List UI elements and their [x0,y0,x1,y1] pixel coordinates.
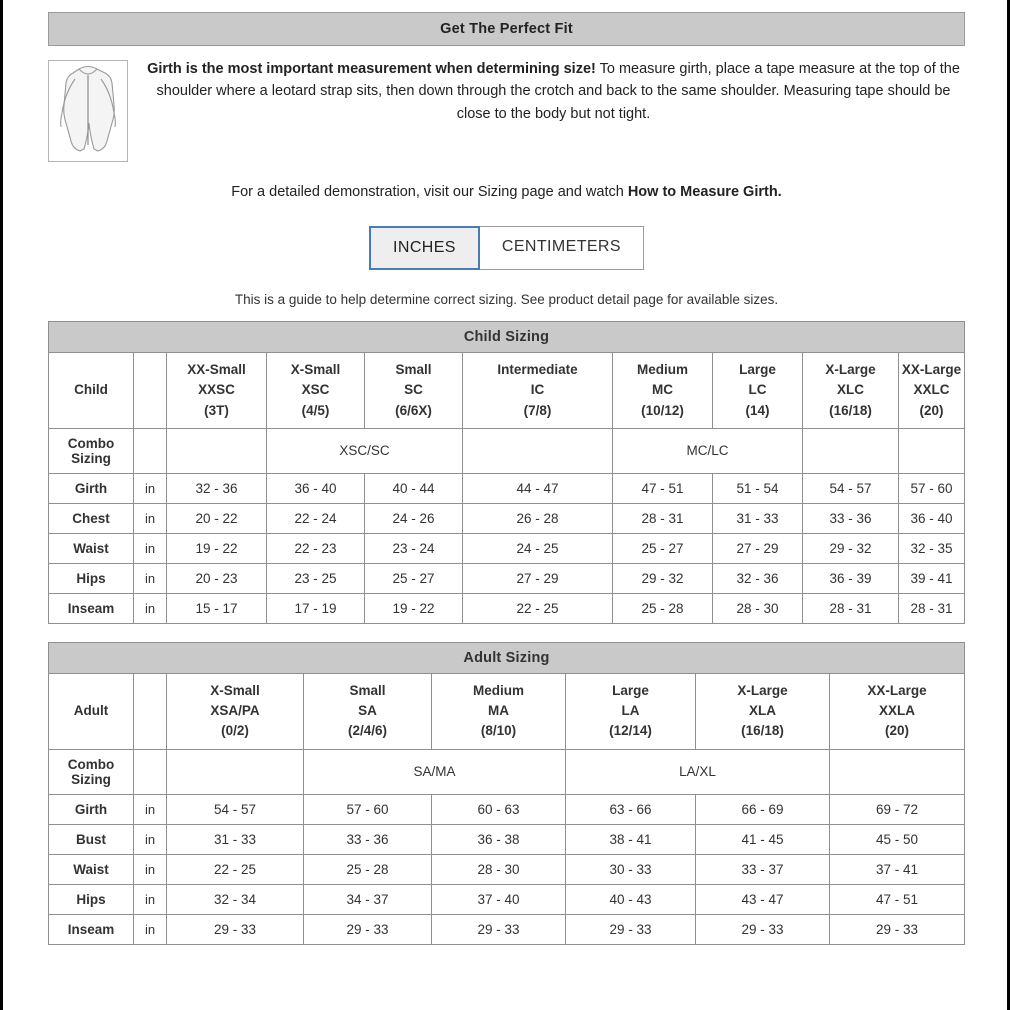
adult-col-1-l1: Small [349,682,386,698]
child-row-0-v0: 32 - 36 [167,473,267,503]
child-col-4-l1: Medium [636,362,688,377]
adult-combo-2: LA/XL [566,749,830,794]
child-sizing-table [48,321,965,624]
leotard-icon [49,61,127,161]
adult-col-3-l3: (12/14) [609,723,652,739]
child-col-2 [365,353,463,429]
adult-row-0-v5: 69 - 72 [830,794,965,824]
child-row-2-v2: 23 - 24 [365,533,463,563]
child-combo-label-l2: Sizing [71,450,111,466]
child-col-0 [167,353,267,429]
child-row-3-unit: in [134,563,167,593]
child-row-0-v7: 57 - 60 [899,473,965,503]
adult-col-3 [566,673,696,749]
child-sizing-section [48,321,965,624]
child-combo-empty-2 [803,428,899,473]
child-col-1-l1: X-Small [290,362,341,377]
child-row-4-v6: 28 - 31 [803,593,899,623]
child-row-0-unit: in [134,473,167,503]
adult-row-2-v0: 22 - 25 [167,854,304,884]
adult-col-0-l2: XSA/PA [210,703,260,718]
table-row [49,593,965,623]
adult-row-1-v4: 41 - 45 [696,824,830,854]
child-col-7-l2: XXLC [913,382,950,398]
table-row [49,473,965,503]
perfect-fit-description-bold: Girth is the most important measurement when determining size! [147,61,596,77]
adult-row-3-v2: 37 - 40 [432,884,566,914]
child-col-5-l3: (14) [745,402,770,418]
child-row-3-v1: 23 - 25 [267,563,365,593]
child-combo-label [49,428,134,473]
child-header-row [49,353,965,429]
child-row-4-label: Inseam [49,593,134,623]
adult-row-1-v0: 31 - 33 [167,824,304,854]
adult-col-2 [432,673,566,749]
child-row-1-v5: 31 - 33 [713,503,803,533]
table-row [49,824,965,854]
adult-col-5-l3: (20) [884,723,909,739]
adult-row-4-v3: 29 - 33 [566,914,696,944]
child-col-5-l1: Large [739,362,776,377]
table-row [49,914,965,944]
unit-inches-button[interactable]: INCHES [369,226,480,270]
child-row-0-v3: 44 - 47 [463,473,613,503]
adult-row-4-v5: 29 - 33 [830,914,965,944]
child-row-1-v4: 28 - 31 [613,503,713,533]
adult-row-1-v5: 45 - 50 [830,824,965,854]
adult-col-1-l2: SA [358,703,377,718]
child-col-3-l1: Intermediate [497,362,578,377]
child-row-2-label: Waist [49,533,134,563]
adult-col-5-l2: XXLA [878,703,915,718]
adult-combo-label-l2: Sizing [71,771,111,787]
leotard-figure [48,60,128,162]
child-row-4-v2: 19 - 22 [365,593,463,623]
adult-combo-row [49,749,965,794]
child-combo-row [49,428,965,473]
child-row-0-v5: 51 - 54 [713,473,803,503]
child-row-0-v6: 54 - 57 [803,473,899,503]
child-row-2-v0: 19 - 22 [167,533,267,563]
child-col-1-l2: XSC [301,382,330,398]
child-row-1-unit: in [134,503,167,533]
child-col-7-l3: (20) [919,402,944,418]
child-combo-empty-0 [167,428,267,473]
child-col-1-l3: (4/5) [301,402,330,418]
adult-col-1 [304,673,432,749]
child-col-4-l2: MC [652,382,673,398]
child-col-6-l2: XLC [837,382,864,398]
child-row-4-v0: 15 - 17 [167,593,267,623]
child-row-1-v3: 26 - 28 [463,503,613,533]
adult-row-4-v0: 29 - 33 [167,914,304,944]
adult-row-4-v2: 29 - 33 [432,914,566,944]
adult-unit-header [134,673,167,749]
adult-row-1-v1: 33 - 36 [304,824,432,854]
adult-row-3-v0: 32 - 34 [167,884,304,914]
adult-col-0 [167,673,304,749]
adult-row-0-v2: 60 - 63 [432,794,566,824]
child-row-1-v2: 24 - 26 [365,503,463,533]
child-row-2-v5: 27 - 29 [713,533,803,563]
child-col-1 [267,353,365,429]
adult-row-0-unit: in [134,794,167,824]
table-row [49,533,965,563]
child-row-1-v6: 33 - 36 [803,503,899,533]
unit-toggle-group[interactable] [48,226,965,270]
table-row [49,503,965,533]
adult-col-5-l1: XX-Large [867,682,927,698]
child-combo-2: MC/LC [613,428,803,473]
child-row-0-label: Girth [49,473,134,503]
adult-row-0-v1: 57 - 60 [304,794,432,824]
perfect-fit-subnote-link[interactable]: How to Measure Girth. [627,184,782,200]
child-combo-1: XSC/SC [267,428,463,473]
adult-row-3-v3: 40 - 43 [566,884,696,914]
child-row-2-v4: 25 - 27 [613,533,713,563]
child-col-2-l1: Small [395,362,432,377]
adult-col-0-l1: X-Small [210,682,260,698]
adult-row-2-unit: in [134,854,167,884]
adult-row-1-unit: in [134,824,167,854]
perfect-fit-description-rest: To measure girth, place a tape measure at the top of the shoulder where a leotard strap sits, then down through the crotch and back to the same shoulder. Measuring tape should be close to the body but not tight. [156,61,960,122]
adult-row-1-label: Bust [49,824,134,854]
child-row-1-v1: 22 - 24 [267,503,365,533]
perfect-fit-subnote-pre: For a detailed demonstration, visit our Sizing page and watch [231,184,628,200]
child-row-3-v3: 27 - 29 [463,563,613,593]
child-col-0-l2: XXSC [198,382,235,398]
adult-row-1-v2: 36 - 38 [432,824,566,854]
adult-row-4-v1: 29 - 33 [304,914,432,944]
adult-sizing-title: Adult Sizing [49,642,965,673]
adult-col-1-l3: (2/4/6) [347,723,388,739]
adult-row-2-v2: 28 - 30 [432,854,566,884]
adult-sizing-section [48,642,965,945]
adult-row-3-label: Hips [49,884,134,914]
child-row-0-v2: 40 - 44 [365,473,463,503]
child-row-2-v3: 24 - 25 [463,533,613,563]
child-col-2-l2: SC [404,382,423,398]
child-row-4-v7: 28 - 31 [899,593,965,623]
adult-col-2-l3: (8/10) [480,723,517,739]
adult-row-2-v1: 25 - 28 [304,854,432,884]
adult-col-0-l3: (0/2) [221,723,249,739]
adult-row-0-label: Girth [49,794,134,824]
adult-combo-empty-0 [167,749,304,794]
child-col-5 [713,353,803,429]
child-row-4-v4: 25 - 28 [613,593,713,623]
child-row-3-label: Hips [49,563,134,593]
child-row-4-v3: 22 - 25 [463,593,613,623]
adult-row-3-v1: 34 - 37 [304,884,432,914]
child-combo-unit [134,428,167,473]
table-row [49,563,965,593]
adult-row-4-label: Inseam [49,914,134,944]
child-row-4-v5: 28 - 30 [713,593,803,623]
child-col-0-l1: XX-Small [187,362,246,377]
table-row [49,884,965,914]
adult-combo-empty-1 [830,749,965,794]
child-row-3-v6: 36 - 39 [803,563,899,593]
adult-combo-label-l1: Combo [67,756,115,772]
adult-row-2-v4: 33 - 37 [696,854,830,884]
adult-row-3-v4: 43 - 47 [696,884,830,914]
perfect-fit-description [142,58,965,125]
adult-header-row [49,673,965,749]
child-combo-empty-3 [899,428,965,473]
adult-row-0-v3: 63 - 66 [566,794,696,824]
child-row-3-v7: 39 - 41 [899,563,965,593]
adult-col-4-l1: X-Large [737,682,788,698]
adult-col-3-l1: Large [612,682,649,698]
adult-col-4-l3: (16/18) [741,723,784,739]
child-sizing-title: Child Sizing [49,322,965,353]
child-row-2-v7: 32 - 35 [899,533,965,563]
perfect-fit-title: Get The Perfect Fit [48,12,965,46]
adult-row-2-v5: 37 - 41 [830,854,965,884]
child-row-label: Child [49,353,134,429]
adult-col-2-l2: MA [488,703,509,718]
adult-combo-1: SA/MA [304,749,566,794]
adult-row-label: Adult [49,673,134,749]
guide-note: This is a guide to help determine correct sizing. See product detail page for available sizes. [234,292,779,307]
adult-sizing-table [48,642,965,945]
adult-row-1-v3: 38 - 41 [566,824,696,854]
adult-row-4-unit: in [134,914,167,944]
adult-combo-unit [134,749,167,794]
child-row-1-v0: 20 - 22 [167,503,267,533]
table-row [49,854,965,884]
child-combo-label-l1: Combo [67,435,115,451]
adult-col-5 [830,673,965,749]
unit-centimeters-button[interactable]: CENTIMETERS [480,226,644,270]
child-col-6 [803,353,899,429]
adult-row-0-v4: 66 - 69 [696,794,830,824]
child-row-3-v0: 20 - 23 [167,563,267,593]
child-row-1-v7: 36 - 40 [899,503,965,533]
child-row-2-v6: 29 - 32 [803,533,899,563]
adult-row-3-v5: 47 - 51 [830,884,965,914]
child-row-0-v4: 47 - 51 [613,473,713,503]
child-col-3-l2: IC [530,382,545,398]
child-row-4-v1: 17 - 19 [267,593,365,623]
child-col-2-l3: (6/6X) [395,402,432,418]
child-col-5-l2: LC [748,382,767,398]
child-row-3-v2: 25 - 27 [365,563,463,593]
child-row-3-v4: 29 - 32 [613,563,713,593]
child-col-4-l3: (10/12) [641,402,684,418]
child-row-3-v5: 32 - 36 [713,563,803,593]
adult-row-0-v0: 54 - 57 [167,794,304,824]
child-unit-header [134,353,167,429]
adult-row-4-v4: 29 - 33 [696,914,830,944]
child-row-0-v1: 36 - 40 [267,473,365,503]
adult-col-3-l2: LA [621,703,640,718]
child-col-6-l3: (16/18) [829,402,872,418]
child-combo-empty-1 [463,428,613,473]
child-col-7-l1: XX-Large [901,362,962,377]
adult-col-4-l2: XLA [749,703,776,718]
child-col-3-l3: (7/8) [523,402,552,418]
child-row-4-unit: in [134,593,167,623]
child-col-7 [899,353,965,429]
child-col-0-l3: (3T) [204,402,229,418]
perfect-fit-subnote [48,184,965,200]
child-col-3 [463,353,613,429]
adult-row-3-unit: in [134,884,167,914]
adult-row-2-v3: 30 - 33 [566,854,696,884]
perfect-fit-panel [48,12,965,200]
child-row-2-unit: in [134,533,167,563]
adult-row-2-label: Waist [49,854,134,884]
child-col-4 [613,353,713,429]
child-row-2-v1: 22 - 23 [267,533,365,563]
adult-combo-label [49,749,134,794]
table-row [49,794,965,824]
adult-col-4 [696,673,830,749]
adult-col-2-l1: Medium [472,682,524,698]
child-col-6-l1: X-Large [825,362,876,377]
child-row-1-label: Chest [49,503,134,533]
